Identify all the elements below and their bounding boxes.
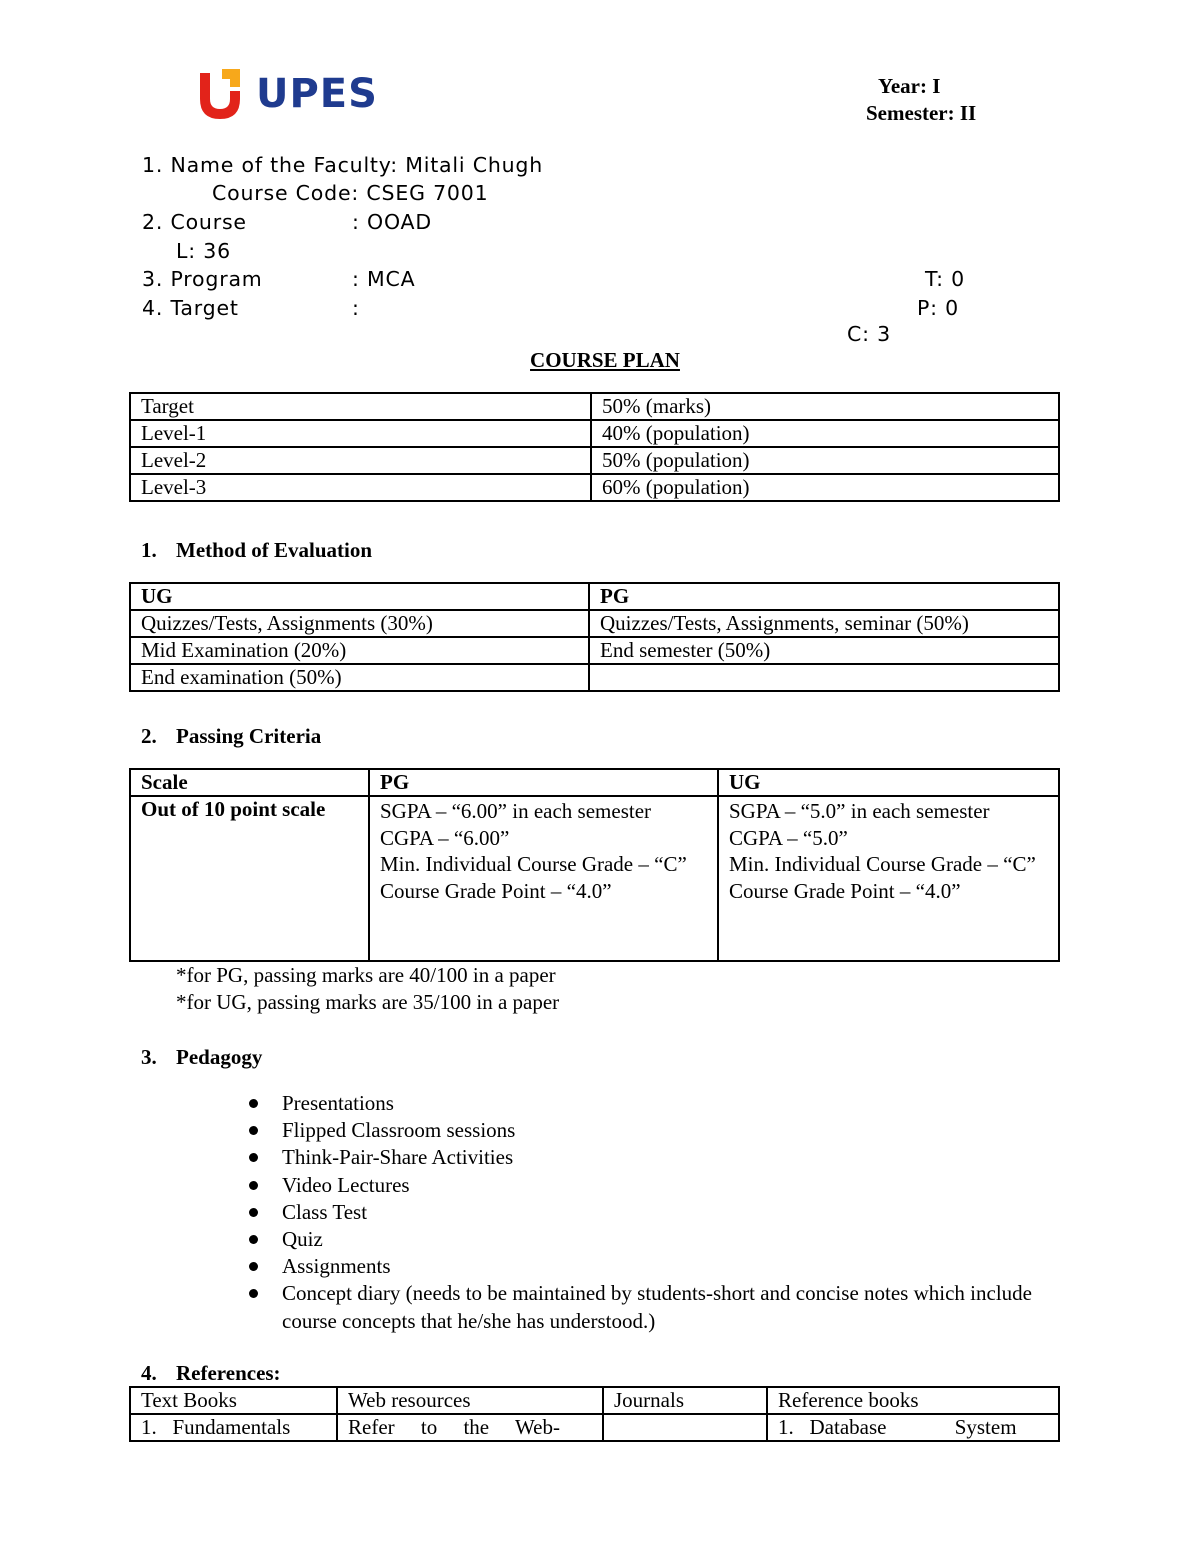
- criteria-line: CGPA – “5.0”: [729, 825, 848, 850]
- faculty-name: 1. Name of the Faculty: Mitali Chugh: [142, 153, 544, 177]
- table-cell: Level-1: [130, 420, 591, 447]
- course-value: : OOAD: [352, 210, 432, 234]
- table-header-cell: Scale: [130, 769, 369, 796]
- list-item: [246, 1199, 1076, 1226]
- list-item: [246, 1117, 1076, 1144]
- criteria-line: Min. Individual Course Grade – “C”: [729, 852, 1036, 876]
- upes-logo: [198, 66, 378, 122]
- table-header-cell: UG: [130, 583, 589, 610]
- table-cell: [589, 664, 1059, 691]
- list-item-text: Presentations: [282, 1091, 394, 1115]
- table-cell: [603, 1414, 767, 1441]
- bullet-icon: [249, 1181, 258, 1190]
- list-item-text: Assignments: [282, 1254, 391, 1279]
- upes-logo-text: UPES: [256, 71, 378, 117]
- section-title: Method of Evaluation: [176, 538, 373, 562]
- evaluation-table: [129, 582, 1060, 692]
- references-table: [129, 1386, 1060, 1442]
- table-header-cell: PG: [369, 769, 718, 796]
- table-row: [130, 474, 1059, 501]
- criteria-line: CGPA – “6.00”: [380, 825, 510, 850]
- table-cell: 50% (population): [591, 447, 1059, 474]
- section-title: Pedagogy: [176, 1045, 263, 1069]
- table-cell: Target: [130, 393, 591, 420]
- table-header-cell: UG: [718, 769, 1059, 796]
- list-item: [246, 1226, 1076, 1253]
- table-cell: Level-3: [130, 474, 591, 501]
- section-number: 3.: [141, 1045, 157, 1069]
- list-item: [246, 1172, 1076, 1199]
- program-label: 3. Program: [142, 267, 263, 291]
- table-row: [130, 393, 1059, 420]
- list-item-text: Video Lectures: [282, 1172, 410, 1197]
- list-item: [246, 1253, 1076, 1280]
- table-cell: End semester (50%): [589, 637, 1059, 664]
- table-cell: Mid Examination (20%): [130, 637, 589, 664]
- table-cell: 1. Fundamentals: [130, 1414, 337, 1441]
- table-header-row: [130, 1387, 1059, 1414]
- upes-logo-icon: [198, 67, 244, 121]
- table-cell: End examination (50%): [130, 664, 589, 691]
- bullet-icon: [249, 1235, 258, 1244]
- course-plan-title: COURSE PLAN: [530, 348, 680, 372]
- practical-hours: P: 0: [917, 296, 960, 320]
- program-value: : MCA: [352, 267, 416, 291]
- table-row: [130, 420, 1059, 447]
- list-item-text: Think-Pair-Share Activities: [282, 1145, 514, 1170]
- list-item-text: Class Test: [282, 1199, 368, 1224]
- list-item-text: Quiz: [282, 1227, 323, 1252]
- table-row: [130, 447, 1059, 474]
- lecture-hours: L: 36: [176, 239, 231, 263]
- bullet-icon: [249, 1099, 258, 1108]
- bullet-icon: [249, 1153, 258, 1162]
- table-cell: Level-2: [130, 447, 591, 474]
- table-cell: Quizzes/Tests, Assignments (30%): [130, 610, 589, 637]
- target-value: :: [352, 296, 360, 320]
- criteria-line: SGPA – “6.00” in each semester: [380, 799, 652, 823]
- pedagogy-list: [246, 1090, 1076, 1335]
- table-row: [130, 610, 1059, 637]
- criteria-line: SGPA – “5.0” in each semester: [729, 799, 990, 823]
- table-row: [130, 796, 1059, 961]
- bullet-icon: [249, 1262, 258, 1271]
- bullet-icon: [249, 1126, 258, 1135]
- table-cell: 60% (population): [591, 474, 1059, 501]
- section-number: 4.: [141, 1361, 157, 1385]
- course-code: Course Code: CSEG 7001: [212, 181, 489, 205]
- section-heading-references: [141, 1361, 281, 1386]
- section-heading-passing: [141, 724, 321, 749]
- target-label: 4. Target: [142, 296, 239, 320]
- list-item: [246, 1090, 1076, 1117]
- table-cell: 40% (population): [591, 420, 1059, 447]
- section-title: References:: [176, 1361, 281, 1385]
- table-header-cell: Reference books: [767, 1387, 1059, 1414]
- table-header-row: [130, 769, 1059, 796]
- semester-label: Semester: II: [866, 101, 977, 125]
- section-number: 2.: [141, 724, 157, 748]
- credits: C: 3: [847, 322, 891, 346]
- table-row: [130, 637, 1059, 664]
- section-title: Passing Criteria: [176, 724, 322, 748]
- section-heading-evaluation: [141, 538, 372, 563]
- table-cell: Refer to the Web-: [337, 1414, 603, 1441]
- list-item-text: Concept diary (needs to be maintained by students-short and concise notes which include course concepts that he/she has understood.): [282, 1281, 1032, 1333]
- criteria-line: Min. Individual Course Grade – “C”: [380, 852, 687, 876]
- pg-criteria-cell: [369, 796, 718, 961]
- table-header-cell: Text Books: [130, 1387, 337, 1414]
- bullet-icon: [249, 1289, 258, 1298]
- list-item: [246, 1280, 1076, 1334]
- table-header-cell: PG: [589, 583, 1059, 610]
- scale-cell: Out of 10 point scale: [130, 796, 369, 961]
- bullet-icon: [249, 1208, 258, 1217]
- table-header-cell: Web resources: [337, 1387, 603, 1414]
- pg-passing-note: *for PG, passing marks are 40/100 in a paper: [176, 963, 556, 987]
- year-label: Year: I: [878, 74, 941, 98]
- course-label: 2. Course: [142, 210, 247, 234]
- course-plan-table: [129, 392, 1060, 502]
- criteria-line: Course Grade Point – “4.0”: [380, 878, 612, 903]
- table-cell: Quizzes/Tests, Assignments, seminar (50%): [589, 610, 1059, 637]
- tutorial-hours: T: 0: [925, 267, 965, 291]
- table-cell: 1. Database System: [767, 1414, 1059, 1441]
- passing-criteria-table: [129, 768, 1060, 962]
- criteria-line: Course Grade Point – “4.0”: [729, 878, 961, 903]
- ug-passing-note: *for UG, passing marks are 35/100 in a paper: [176, 990, 560, 1014]
- table-header-cell: Journals: [603, 1387, 767, 1414]
- table-row: [130, 664, 1059, 691]
- list-item: [246, 1144, 1076, 1171]
- section-heading-pedagogy: [141, 1045, 262, 1070]
- table-cell: 50% (marks): [591, 393, 1059, 420]
- table-header-row: [130, 583, 1059, 610]
- section-number: 1.: [141, 538, 157, 562]
- ug-criteria-cell: [718, 796, 1059, 961]
- list-item-text: Flipped Classroom sessions: [282, 1118, 516, 1143]
- table-row: [130, 1414, 1059, 1441]
